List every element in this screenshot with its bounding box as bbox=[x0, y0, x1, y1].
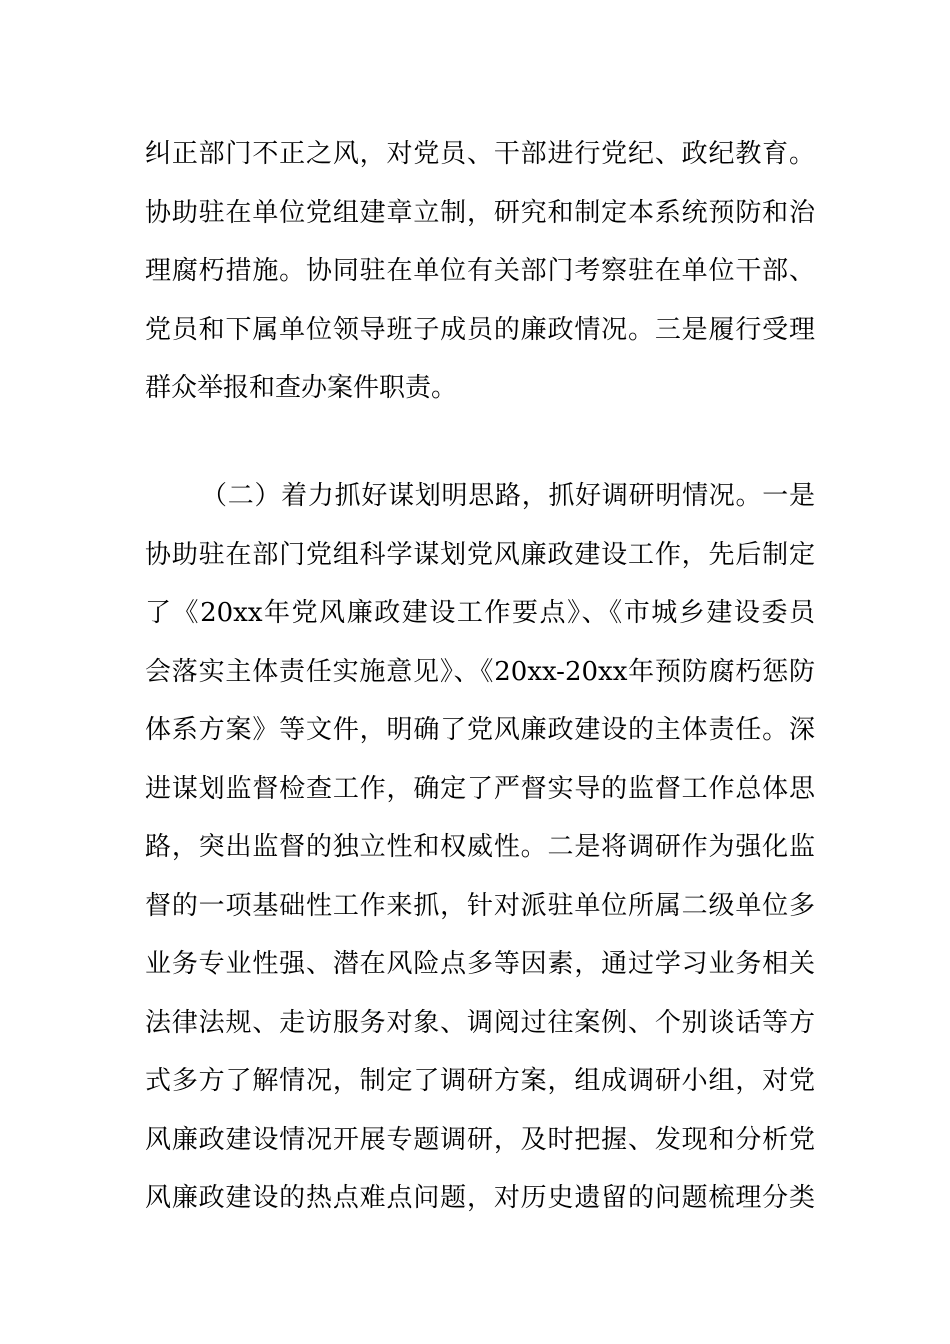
paragraph-line: 路，突出监督的独立性和权威性。二是将调研作为强化监 bbox=[145, 832, 815, 862]
paragraph-line: 纠正部门不正之风，对党员、干部进行党纪、政纪教育。 bbox=[145, 139, 815, 169]
paragraph-line: （二）着力抓好谋划明思路，抓好调研明情况。一是 bbox=[201, 481, 815, 511]
paragraph-line: 理腐朽措施。协同驻在单位有关部门考察驻在单位干部、 bbox=[145, 256, 815, 286]
paragraph-line: 风廉政建设情况开展专题调研，及时把握、发现和分析党 bbox=[145, 1124, 815, 1155]
paragraph-line: 风廉政建设的热点难点问题，对历史遗留的问题梳理分类 bbox=[145, 1183, 815, 1213]
paragraph-line: 党员和下属单位领导班子成员的廉政情况。三是履行受理 bbox=[145, 314, 815, 345]
paragraph-line: 式多方了解情况，制定了调研方案，组成调研小组，对党 bbox=[145, 1066, 815, 1096]
paragraph-line: 业务专业性强、潜在风险点多等因素，通过学习业务相关 bbox=[145, 949, 815, 979]
paragraph-line: 了《20xx年党风廉政建设工作要点》、《市城乡建设委员 bbox=[145, 598, 815, 628]
paragraph-line: 协助驻在单位党组建章立制，研究和制定本系统预防和治 bbox=[145, 197, 815, 228]
paragraph-2 bbox=[145, 467, 815, 1228]
paragraph-line: 进谋划监督检查工作，确定了严督实导的监督工作总体思 bbox=[145, 773, 815, 804]
paragraph-line: 体系方案》等文件，明确了党风廉政建设的主体责任。深 bbox=[145, 715, 815, 745]
paragraph-1 bbox=[145, 125, 815, 418]
paragraph-line: 督的一项基础性工作来抓，针对派驻单位所属二级单位多 bbox=[145, 890, 815, 921]
paragraph-line: 群众举报和查办案件职责。 bbox=[145, 373, 458, 403]
paragraph-line: 会落实主体责任实施意见》、《20xx-20xx年预防腐朽惩防 bbox=[145, 656, 815, 687]
paragraph-line: 协助驻在部门党组科学谋划党风廉政建设工作，先后制定 bbox=[145, 539, 815, 570]
paragraph-line: 法律法规、走访服务对象、调阅过往案例、个别谈话等方 bbox=[145, 1007, 815, 1038]
